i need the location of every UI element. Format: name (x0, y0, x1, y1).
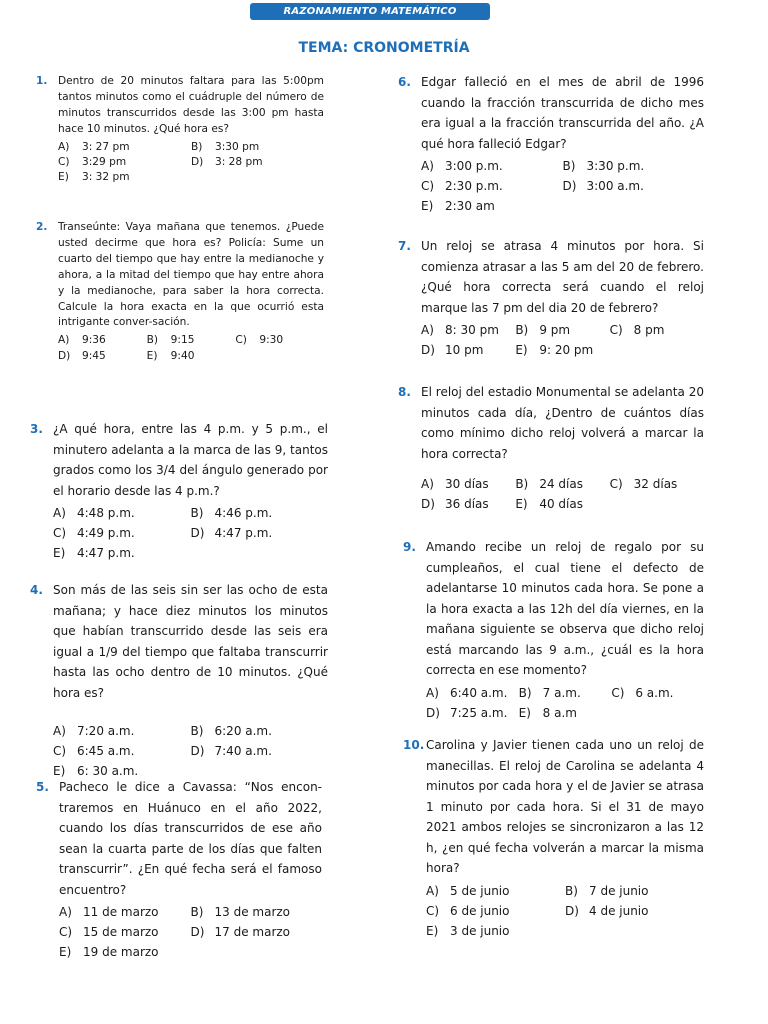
option-a: A) 8: 30 pm (421, 323, 499, 337)
option-e: E) 3: 32 pm (58, 171, 130, 184)
option-d: D) 4:47 p.m. (190, 526, 273, 540)
option-e: E) 8 a.m (518, 705, 577, 720)
question-number: 3. (30, 422, 43, 436)
option-b: B) 9:15 (146, 334, 195, 347)
option-a: A) 3:00 p.m. (421, 159, 503, 173)
option-e: E) 2:30 am (421, 199, 495, 213)
question-text: ¿A qué hora, entre las 4 p.m. y 5 p.m., el minutero adelanta a la marca de las 9, tantos grados como los 3/4 del ángulo generado por el horario desde las 4 p.m.? (53, 422, 328, 498)
option-b: B) 7 de junio (565, 883, 649, 898)
option-c: C) 3:29 pm (58, 156, 127, 169)
question-number: 7. (398, 239, 411, 253)
options (59, 902, 322, 962)
option-b: B) 9 pm (515, 323, 571, 337)
options (58, 140, 324, 186)
option-a: A) 11 de marzo (59, 905, 159, 919)
option-b: B) 24 días (515, 477, 583, 491)
question-number: 10. (403, 738, 425, 752)
option-a: A) 5 de junio (426, 883, 510, 898)
question-text: Un reloj se atrasa 4 minutos por hora. Si comienza atrasar a las 5 am del 20 de febrero. ¿Qué hora correcta será cuando el reloj marque las 7 pm del dia 20 de febrero? (421, 239, 704, 315)
question-number: 8. (398, 385, 411, 399)
option-d: D) 36 días (421, 497, 489, 511)
options (58, 333, 324, 364)
subject-banner: RAZONAMIENTO MATEMÁTICO (250, 3, 490, 20)
question-number: 4. (30, 583, 43, 597)
question-text: Dentro de 20 minutos faltara para las 5:00pm tantos minutos como el cuádruple del número de minutos transcurridos desde las 3:00 pm hasta hace 10 minutos. ¿Qué hora es? (58, 75, 324, 135)
option-c: C) 32 días (609, 477, 678, 491)
topic-title: TEMA: CRONOMETRÍA (298, 40, 470, 56)
option-c: C) 6 de junio (426, 903, 510, 918)
options (421, 474, 704, 514)
option-d: D) 3:00 a.m. (562, 179, 644, 193)
option-e: E) 19 de marzo (59, 945, 159, 959)
option-a: A) 3: 27 pm (58, 140, 130, 153)
option-a: A) 9:36 (58, 334, 106, 347)
option-c: C) 6 a.m. (611, 685, 674, 700)
option-a: A) 30 días (421, 477, 489, 491)
option-a: A) 4:48 p.m. (53, 506, 135, 520)
question-number: 6. (398, 75, 411, 89)
option-d: D) 4 de junio (565, 903, 649, 918)
option-b: B) 3:30 pm (191, 140, 260, 153)
question-7 (398, 236, 704, 360)
option-d: D) 10 pm (421, 343, 484, 357)
options (53, 721, 328, 781)
option-d: D) 3: 28 pm (191, 156, 263, 169)
question-text: El reloj del estadio Monumental se adelanta 20 minutos cada día, ¿Dentro de cuántos días como mínimo dicho reloj volverá a marcar la hora correcta? (421, 385, 704, 461)
question-5 (36, 777, 322, 962)
question-1 (36, 74, 324, 186)
option-c: C) 2:30 p.m. (421, 179, 503, 193)
option-e: E) 6: 30 a.m. (53, 764, 139, 778)
option-d: D) 7:40 a.m. (190, 744, 272, 758)
option-d: D) 9:45 (58, 349, 106, 362)
option-b: B) 4:46 p.m. (190, 506, 273, 520)
question-number: 9. (403, 540, 416, 554)
option-d: D) 17 de marzo (190, 925, 291, 939)
option-b: B) 3:30 p.m. (562, 159, 645, 173)
question-2 (36, 220, 324, 364)
question-10 (403, 735, 704, 941)
question-4 (30, 580, 328, 781)
option-a: A) 6:40 a.m. (426, 685, 508, 700)
option-c: C) 4:49 p.m. (53, 526, 135, 540)
question-number: 1. (36, 75, 48, 87)
question-8 (398, 382, 704, 514)
options (426, 881, 704, 941)
question-number: 5. (36, 780, 49, 794)
option-b: B) 6:20 a.m. (190, 724, 272, 738)
question-9 (403, 537, 704, 723)
question-3 (30, 419, 328, 563)
question-text: Amando recibe un reloj de regalo por su cumpleaños, el cual tiene el defecto de adelantarse 10 minutos cada hora. Se pone a la hora exacta a las 12h del día viernes, en la mañana siguiente se observa que dicho reloj está marcando las 9 a.m., ¿cuál es la hora correcta en ese momento? (426, 540, 704, 677)
option-c: C) 8 pm (609, 323, 665, 337)
question-text: Carolina y Javier tienen cada uno un reloj de manecillas. El reloj de Carolina se adelanta 4 minutos por cada hora y el de Javier se atrasa 1 minuto por cada hora. Si el 31 de mayo 2021 ambos relojes se sincronizaron a las 12 h, ¿en qué fecha volverán a marcar la misma hora? (426, 738, 704, 875)
option-a: A) 7:20 a.m. (53, 724, 135, 738)
option-d: D) 7:25 a.m. (426, 705, 508, 720)
option-e: E) 9:40 (146, 349, 195, 362)
options (421, 320, 704, 360)
option-e: E) 40 días (515, 497, 583, 511)
option-b: B) 13 de marzo (190, 905, 291, 919)
option-c: C) 15 de marzo (59, 925, 159, 939)
question-6 (398, 72, 704, 216)
question-text: Son más de las seis sin ser las ocho de esta mañana; y hace diez minutos los minutos que habían transcurrido desde las seis era igual a 1/9 del tiempo que faltaba transcurrir hasta las ocho dentro de 10 minutos. ¿Qué hora es? (53, 583, 328, 700)
options (421, 156, 704, 216)
options (53, 503, 328, 563)
question-number: 2. (36, 221, 48, 233)
option-c: C) 9:30 (235, 334, 284, 347)
option-e: E) 3 de junio (426, 923, 510, 938)
option-c: C) 6:45 a.m. (53, 744, 135, 758)
option-b: B) 7 a.m. (518, 685, 581, 700)
question-text: Edgar falleció en el mes de abril de 1996 cuando la fracción transcurrida de dicho mes era igual a la fracción transcurrida del año. ¿A qué hora falleció Edgar? (421, 75, 704, 151)
question-text: Pacheco le dice a Cavassa: “Nos encon-traremos en Huánuco en el año 2022, cuando los días transcurridos de ese año sean la cuarta parte de los días que falten transcurrir”. ¿En qué fecha será el famoso encuentro? (59, 780, 322, 897)
question-text: Transeúnte: Vaya mañana que tenemos. ¿Puede usted decirme que hora es? Policía: Sume un cuarto del tiempo que hay entre la medianoche y ahora, a la mitad del tiempo que hay entre ahora y la medianoche, para saber la hora correcta. Calcule la hora exacta en la que ocurrió esta intrigante conver-sación. (58, 221, 324, 329)
option-e: E) 4:47 p.m. (53, 546, 135, 560)
option-e: E) 9: 20 pm (515, 343, 594, 357)
options (426, 683, 704, 723)
